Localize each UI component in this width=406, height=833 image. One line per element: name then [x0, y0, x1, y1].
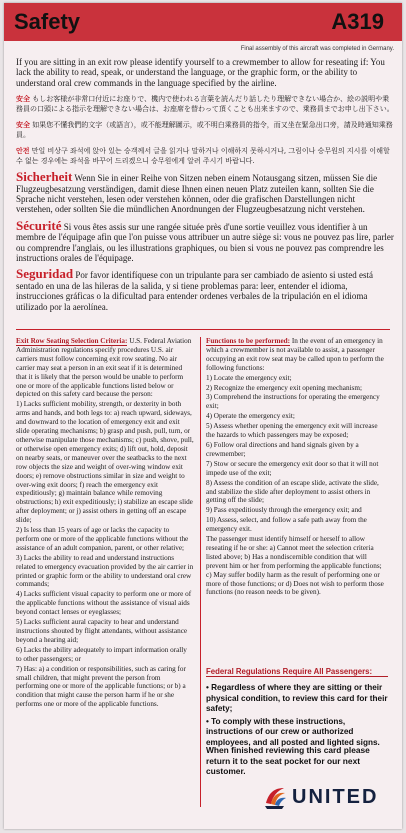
united-logo [262, 783, 392, 813]
criteria-item: 2) Is less than 15 years of age or lacks the capacity to perform one or more of the applicable functions without the assistance of an adult companion, parent, or other relative; [16, 526, 189, 552]
english-paragraph: If you are sitting in an exit row please identify yourself to a crewmember to allow for reseating if: You lack the ability to read, speak, or understand the language, or the graphic form, or the ability to understand oral crew commands in the language specified by the airline. [16, 57, 385, 88]
chinese-label: 安全 [16, 121, 30, 130]
function-item: 6) Follow oral directions and hand signals given by a crewmember; [206, 440, 359, 458]
reseating-conditions: The passenger must identify himself or herself to allow reseating if he or she: a) Cannot meet the selection criteria listed above; b) Has a nondiscernible condition that will prevent him or her from performing the applicable functions; c) May suffer bodily harm as the result of performing one or more of those functions; or d) Does not wish to perform those functions (no reason needs to be given). [206, 535, 384, 597]
exit-row-criteria [16, 337, 194, 710]
function-item: 9) Pass expeditiously through the emergency exit; and [206, 506, 362, 515]
criteria-intro: Exit Row Seating Selection Criteria: U.S. Federal Aviation Administration regulations specify procedures U.S. air carriers must follow concerning exit row seating. No air carrier may seat a person in an exit seat if it is determined that it is likely that the person would be unable to perform one or more of the applicable functions listed below or depicted on this safety card because the person: [16, 337, 192, 399]
criteria-item: 7) Has: a) a condition or responsibilities, such as caring for small children, that might prevent the person from performing one or more of the applicable functions; or b) a condition that might cause the person harm if he or she performs one or more of the applicable functions. [16, 664, 186, 709]
function-item: 3) Comprehend the instructions for operating the emergency exit; [206, 393, 380, 411]
function-item: 8) Assess the condition of an escape slide, activate the slide, and stabilize the slide after deployment to assist others in getting off the slide; [206, 478, 379, 505]
united-wordmark: UNITED [292, 786, 379, 808]
function-item: 2) Recognize the emergency exit opening mechanism; [206, 383, 362, 392]
chinese-paragraph: 安全 如果您不懂我們的文字（或語言），或不能理解圖示，或不明白乘務員的指令，而又坐在緊急出口旁，請及時通知乘務員。 [16, 121, 393, 140]
function-item: 5) Assess whether opening the emergency exit will increase the hazards to which passengers may be exposed; [206, 422, 378, 440]
aircraft-type: A319 [331, 9, 384, 34]
criteria-item: 1) Lacks sufficient mobility, strength, or dexterity in both arms and hands, and both legs to: a) reach upward, sideways, and downward to the location of emergency exit and exit slide operating mechanisms; b) grasp and push, pull, turn, or otherwise manipulate those mechanisms; c) push, shove, pull, or otherwise open emergency exits; d) lift out, hold, deposit on nearby seats, or maneuver over the seatbacks to the next row objects the size and weight of over-wing window exit doors; e) remove obstructions similar in size and weight to over-wing exit doors; f) reach the emergency exit expeditiously; g) maintain balance while removing obstructions; h) exit expeditiously; i) stabilize an escape slide after deployment; or j) assist others in getting off an escape slide; [16, 400, 194, 525]
japanese-paragraph: 安全 もしお客様が非常口付近にお座りで、機内で使われる言葉を読んだり話したり理解できない場合か、絵の説明や乗務員の口頭による指示を理解できない場合は、お座席を替わって頂くことも出来ますので、乗務員までお申し出下さい。 [16, 95, 394, 114]
function-item: 4) Operate the emergency exit; [206, 412, 295, 421]
assembly-note: Final assembly of this aircraft was completed in Germany. [240, 46, 394, 52]
header-bar [4, 3, 402, 41]
section-divider [16, 329, 390, 330]
functions-heading: Functions to be performed: [206, 337, 291, 345]
criteria-item: 6) Lacks the ability adequately to impart information orally to other passengers; or [16, 645, 187, 663]
spanish-label: Seguridad [16, 266, 74, 282]
return-card-note: When finished reviewing this card please return it to the seat pocket for our next customer. [206, 745, 370, 776]
requirement-item: • Regardless of where they are sitting or their physical condition, to review this card for their safety; [206, 683, 388, 713]
criteria-item: 4) Lacks sufficient visual capacity to perform one or more of the applicable functions without the assistance of visual aids beyond contact lenses or eyeglasses; [16, 590, 192, 617]
column-divider [200, 337, 201, 807]
requirements-heading: Federal Regulations Require All Passengers: [206, 667, 388, 677]
functions-intro: Functions to be performed: In the event of an emergency in which a crewmember is not available to assist, a passenger occupying an exit row seat may be called upon to perform the following functions: [206, 337, 384, 372]
japanese-label: 安全 [16, 95, 30, 104]
requirements-list [206, 683, 388, 750]
safety-card [4, 3, 402, 829]
criteria-heading: Exit Row Seating Selection Criteria: [16, 337, 128, 345]
requirement-item: • To comply with these instructions, instructions of our crew or authorized employees, and all posted and lighted signs. [206, 716, 380, 747]
criteria-item: 3) Lacks the ability to read and understand instructions related to emergency evacuation provided by the air carrier in printed or graphic form or the ability to understand oral crew commands; [16, 553, 194, 589]
card-title: Safety [14, 9, 81, 34]
german-label: Sicherheit [16, 169, 73, 185]
spanish-paragraph: Seguridad Por favor identifíquese con un tripulante para ser cambiado de asiento si usted está sentado en una de las hileras de la salida, y si tiene problemas para: leer, entender el idioma, instrucciones gráficas o la dificultad para entender ordenes verbales de la tripulación en el idioma utilizado por la aerolínea. [16, 266, 373, 312]
criteria-item: 5) Lacks sufficient aural capacity to hear and understand instructions shouted by flight attendants, without assistance beyond a hearing aid; [16, 618, 188, 644]
korean-paragraph: 안전 만일 비상구 좌석에 앉아 있는 승객께서 글을 읽거나 말하거나 이해하지 못하시거나, 그림이나 승무원의 지시를 이해할 수 없는 경우에는 좌석을 바꾸어 드리겠으니 승무원에게 알려 주시기 바랍니다. [16, 147, 390, 166]
function-item: 10) Assess, select, and follow a safe path away from the emergency exit. [206, 516, 367, 534]
french-label: Sécurité [16, 217, 62, 233]
german-paragraph: Sicherheit Wenn Sie in einer Reihe von Sitzen neben einem Notausgang sitzen, müssen Sie die Flugzeugbesatzung verständigen, damit diese Ihnen einen neuen Platz zuteilen kann, sollten Sie die Sprache nicht verstehen, lesen oder verstehen können, oder die grafischen Darstellungen nicht verstehen, oder sollten Sie die mündlichen Anordnungen der Flugzeugbesatzung nicht verstehen. [16, 169, 378, 215]
function-item: 1) Locate the emergency exit; [206, 373, 292, 382]
french-paragraph: Sécurité Si vous êtes assis sur une rangée située près d'une sortie veuillez vous identifier à un membre de l'équipage afin que l'on puisse vous attribuer un autre siège si: vous ne pouvez pas lire, parler ou comprendre l'anglais, ou les illustrations graphiques, ou bien si vous ne pouvez pas comprendre les instructions orales de l'équipage. [16, 217, 394, 264]
korean-label: 안전 [16, 147, 30, 156]
functions-to-perform [206, 337, 388, 598]
multilingual-intro [16, 57, 394, 318]
tulip-logo-icon [262, 785, 288, 811]
function-item: 7) Stow or secure the emergency exit door so that it will not impede use of the exit; [206, 459, 379, 477]
